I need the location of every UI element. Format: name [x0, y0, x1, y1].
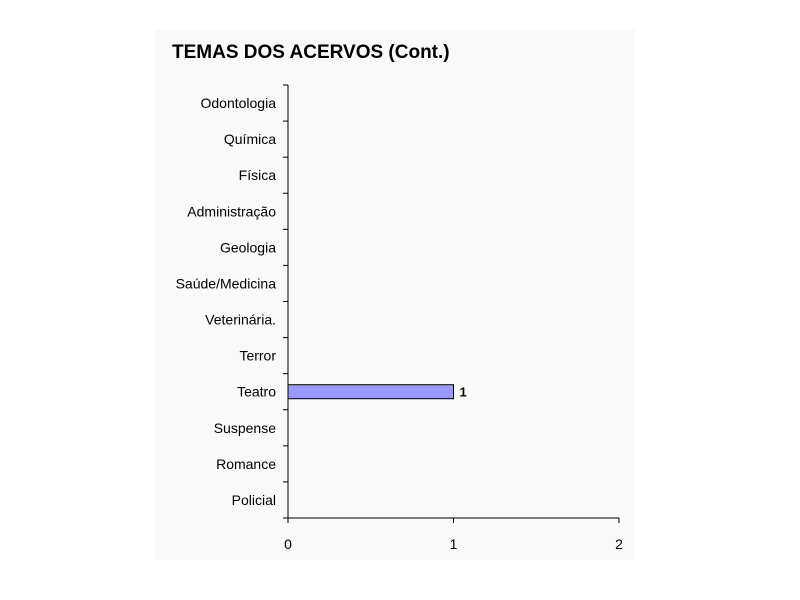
y-tick-label: Saúde/Medicina [175, 275, 276, 292]
x-tick-label: 0 [284, 536, 292, 552]
y-tick-label: Geologia [219, 239, 276, 256]
y-tick-label: Romance [216, 455, 276, 472]
y-tick-label: Teatro [237, 383, 276, 400]
y-tick-label: Física [238, 167, 276, 184]
x-tick-label: 2 [615, 536, 623, 552]
y-tick-label: Policial [231, 491, 276, 508]
y-tick-label: Veterinária. [205, 311, 276, 328]
bar [288, 385, 454, 399]
y-tick-label: Suspense [213, 419, 276, 436]
x-tick-label: 1 [449, 536, 458, 552]
y-tick-label: Terror [239, 347, 276, 364]
chart-title: TEMAS DOS ACERVOS (Cont.) [172, 42, 450, 63]
y-tick-label: Odontologia [200, 95, 276, 112]
y-tick-label: Química [223, 131, 276, 148]
data-label: 1 [459, 384, 467, 400]
y-tick-label: Administração [187, 203, 276, 220]
